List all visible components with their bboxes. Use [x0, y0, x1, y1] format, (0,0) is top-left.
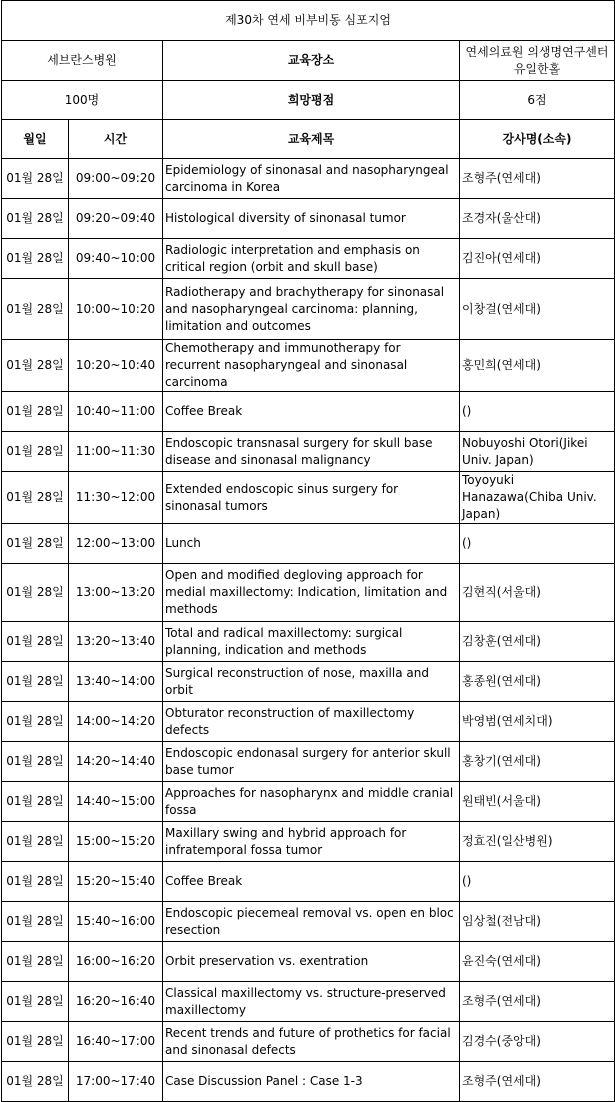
row-topic: Chemotherapy and immunotherapy for recurrent nasopharyngeal and sinonasal carcinoma: [163, 340, 460, 392]
row-date: 01월 28일: [2, 1062, 69, 1102]
table-row: [2, 862, 615, 902]
row-date: 01월 28일: [2, 564, 69, 622]
credit-value: 6점: [460, 81, 615, 120]
venue-value: 연세의료원 의생명연구센터 유일한홀: [460, 41, 615, 81]
row-topic: Radiologic interpretation and emphasis on critical region (orbit and skull base): [163, 239, 460, 279]
row-topic: Extended endoscopic sinus surgery for sinonasal tumors: [163, 472, 460, 524]
row-speaker: 김창훈(연세대): [460, 622, 615, 662]
row-date: 01월 28일: [2, 702, 69, 742]
row-topic: Recent trends and future of prothetics for facial and sinonasal defects: [163, 1022, 460, 1062]
row-speaker: 홍민희(연세대): [460, 340, 615, 392]
table-row: [2, 942, 615, 982]
row-time: 16:00~16:20: [69, 942, 163, 982]
table-row: [2, 432, 615, 472]
table-row: [2, 279, 615, 340]
credit-label: 희망평점: [163, 81, 460, 120]
row-speaker: 윤진숙(연세대): [460, 942, 615, 982]
table-row: [2, 782, 615, 822]
table-row: [2, 822, 615, 862]
table-row: [2, 392, 615, 432]
row-time: 14:20~14:40: [69, 742, 163, 782]
row-time: 09:20~09:40: [69, 199, 163, 239]
row-speaker: 조경자(울산대): [460, 199, 615, 239]
row-time: 15:20~15:40: [69, 862, 163, 902]
table-row: [2, 340, 615, 392]
row-date: 01월 28일: [2, 622, 69, 662]
row-topic: Endoscopic transnasal surgery for skull base disease and sinonasal malignancy: [163, 432, 460, 472]
row-date: 01월 28일: [2, 432, 69, 472]
table-row: [2, 662, 615, 702]
row-date: 01월 28일: [2, 340, 69, 392]
row-speaker: 박영범(연세치대): [460, 702, 615, 742]
table-row: [2, 982, 615, 1022]
capacity-value: 100명: [2, 81, 163, 120]
row-speaker: Toyoyuki Hanazawa(Chiba Univ. Japan): [460, 472, 615, 524]
column-header-time: 시간: [69, 120, 163, 159]
row-time: 13:00~13:20: [69, 564, 163, 622]
row-date: 01월 28일: [2, 524, 69, 564]
row-topic: Endoscopic endonasal surgery for anterior skull base tumor: [163, 742, 460, 782]
row-speaker: 홍종원(연세대): [460, 662, 615, 702]
row-speaker: 임상철(전남대): [460, 902, 615, 942]
row-date: 01월 28일: [2, 662, 69, 702]
row-time: 15:40~16:00: [69, 902, 163, 942]
row-time: 12:00~13:00: [69, 524, 163, 564]
organizer-value: 세브란스병원: [2, 41, 163, 81]
table-row: [2, 902, 615, 942]
row-topic: Radiotherapy and brachytherapy for sinonasal and nasopharyngeal carcinoma: planning, limitation and outcomes: [163, 279, 460, 340]
row-speaker: 홍창기(연세대): [460, 742, 615, 782]
table-row: [2, 239, 615, 279]
table-row: [2, 702, 615, 742]
row-speaker: (): [460, 524, 615, 564]
row-date: 01월 28일: [2, 902, 69, 942]
row-time: 10:20~10:40: [69, 340, 163, 392]
row-speaker: 원태빈(서울대): [460, 782, 615, 822]
row-speaker: 이창걸(연세대): [460, 279, 615, 340]
schedule-table: [1, 0, 615, 1102]
row-time: 17:00~17:40: [69, 1062, 163, 1102]
info-row-capacity: [2, 81, 615, 120]
row-time: 10:40~11:00: [69, 392, 163, 432]
table-row: [2, 472, 615, 524]
column-header-speaker: 강사명(소속): [460, 120, 615, 159]
row-topic: Surgical reconstruction of nose, maxilla and orbit: [163, 662, 460, 702]
row-topic: Maxillary swing and hybrid approach for infratemporal fossa tumor: [163, 822, 460, 862]
row-date: 01월 28일: [2, 1022, 69, 1062]
row-time: 13:40~14:00: [69, 662, 163, 702]
row-date: 01월 28일: [2, 822, 69, 862]
row-topic: Epidemiology of sinonasal and nasopharyngeal carcinoma in Korea: [163, 159, 460, 199]
row-date: 01월 28일: [2, 782, 69, 822]
table-row: [2, 1022, 615, 1062]
venue-label: 교육장소: [163, 41, 460, 81]
row-speaker: 김경수(중앙대): [460, 1022, 615, 1062]
row-date: 01월 28일: [2, 982, 69, 1022]
row-topic: Obturator reconstruction of maxillectomy defects: [163, 702, 460, 742]
row-date: 01월 28일: [2, 742, 69, 782]
row-topic: Classical maxillectomy vs. structure-preserved maxillectomy: [163, 982, 460, 1022]
table-row: [2, 159, 615, 199]
row-time: 13:20~13:40: [69, 622, 163, 662]
row-speaker: 조형주(연세대): [460, 1062, 615, 1102]
row-topic: Histological diversity of sinonasal tumor: [163, 199, 460, 239]
row-time: 10:00~10:20: [69, 279, 163, 340]
table-row: [2, 1062, 615, 1102]
table-row: [2, 622, 615, 662]
row-date: 01월 28일: [2, 279, 69, 340]
row-speaker: Nobuyoshi Otori(Jikei Univ. Japan): [460, 432, 615, 472]
row-time: 09:40~10:00: [69, 239, 163, 279]
row-topic: Coffee Break: [163, 392, 460, 432]
title-row: [2, 1, 615, 41]
row-time: 09:00~09:20: [69, 159, 163, 199]
row-speaker: 조형주(연세대): [460, 982, 615, 1022]
row-speaker: (): [460, 862, 615, 902]
row-time: 16:20~16:40: [69, 982, 163, 1022]
table-row: [2, 199, 615, 239]
column-header-topic: 교육제목: [163, 120, 460, 159]
row-date: 01월 28일: [2, 159, 69, 199]
row-topic: Lunch: [163, 524, 460, 564]
row-speaker: 김진아(연세대): [460, 239, 615, 279]
row-topic: Open and modified degloving approach for medial maxillectomy: Indication, limitation and methods: [163, 564, 460, 622]
row-date: 01월 28일: [2, 392, 69, 432]
row-topic: Coffee Break: [163, 862, 460, 902]
row-time: 11:00~11:30: [69, 432, 163, 472]
row-time: 15:00~15:20: [69, 822, 163, 862]
row-speaker: (): [460, 392, 615, 432]
info-row-venue: [2, 41, 615, 81]
row-date: 01월 28일: [2, 862, 69, 902]
row-speaker: 조형주(연세대): [460, 159, 615, 199]
row-speaker: 김현직(서울대): [460, 564, 615, 622]
row-speaker: 정효진(일산병원): [460, 822, 615, 862]
row-topic: Orbit preservation vs. exentration: [163, 942, 460, 982]
row-time: 16:40~17:00: [69, 1022, 163, 1062]
row-topic: Total and radical maxillectomy: surgical planning, indication and methods: [163, 622, 460, 662]
row-topic: Approaches for nasopharynx and middle cranial fossa: [163, 782, 460, 822]
row-time: 14:00~14:20: [69, 702, 163, 742]
row-date: 01월 28일: [2, 942, 69, 982]
row-date: 01월 28일: [2, 199, 69, 239]
row-topic: Endoscopic piecemeal removal vs. open en bloc resection: [163, 902, 460, 942]
row-date: 01월 28일: [2, 472, 69, 524]
table-header-row: [2, 120, 615, 159]
table-row: [2, 564, 615, 622]
row-time: 14:40~15:00: [69, 782, 163, 822]
column-header-date: 월일: [2, 120, 69, 159]
row-topic: Case Discussion Panel : Case 1-3: [163, 1062, 460, 1102]
row-time: 11:30~12:00: [69, 472, 163, 524]
row-date: 01월 28일: [2, 239, 69, 279]
table-row: [2, 742, 615, 782]
page-title: 제30차 연세 비부비동 심포지엄: [2, 1, 615, 41]
table-row: [2, 524, 615, 564]
